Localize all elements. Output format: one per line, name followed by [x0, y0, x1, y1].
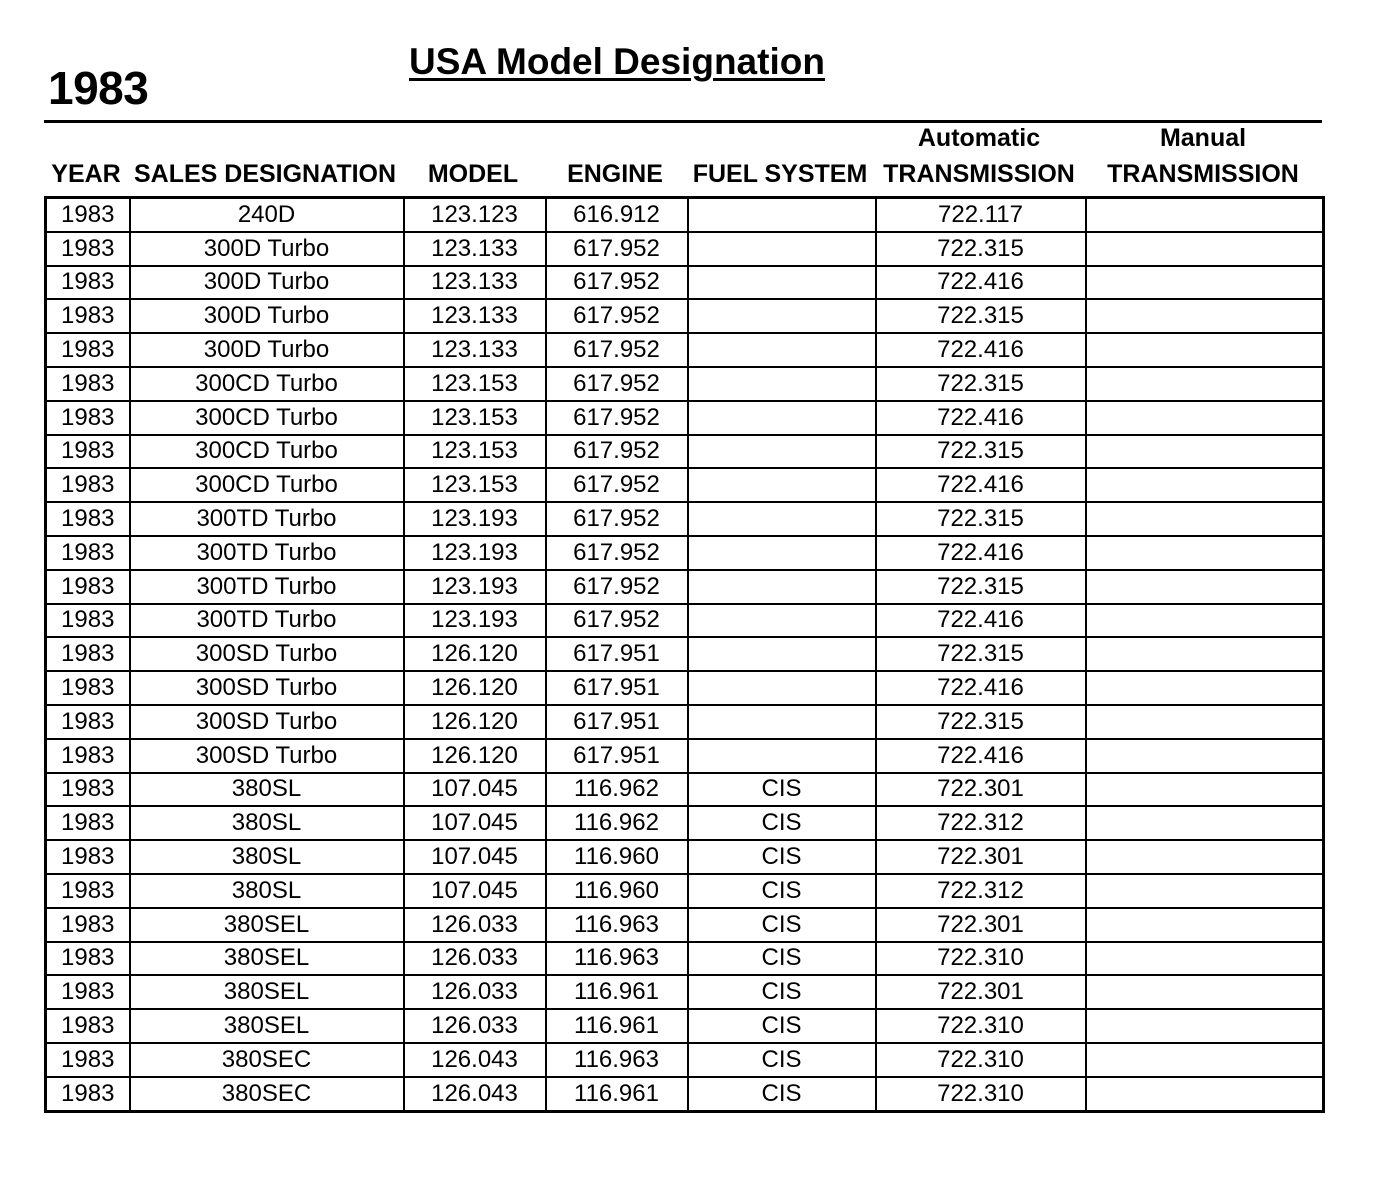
fuel-system-cell [688, 705, 876, 739]
automatic-transmission-cell: 722.315 [876, 570, 1086, 604]
table-row [46, 705, 1324, 739]
engine-cell: 617.952 [546, 435, 688, 469]
model-cell: 123.123 [404, 198, 546, 232]
fuel-system-cell [688, 435, 876, 469]
year-cell: 1983 [46, 739, 130, 773]
model-cell: 123.193 [404, 536, 546, 570]
engine-cell: 116.960 [546, 840, 688, 874]
sales-designation-cell: 300D Turbo [130, 333, 404, 367]
page-title: USA Model Designation [409, 41, 825, 82]
manual-transmission-cell [1086, 739, 1324, 773]
table-row [46, 367, 1324, 401]
model-cell: 126.043 [404, 1043, 546, 1077]
manual-transmission-cell [1086, 874, 1324, 908]
table-row [46, 1009, 1324, 1043]
model-cell: 126.120 [404, 705, 546, 739]
header-manual-transmission-label: TRANSMISSION [1107, 160, 1299, 188]
engine-cell: 617.952 [546, 401, 688, 435]
model-cell: 107.045 [404, 874, 546, 908]
model-cell: 123.193 [404, 502, 546, 536]
engine-cell: 116.962 [546, 806, 688, 840]
table-row [46, 401, 1324, 435]
manual-transmission-cell [1086, 232, 1324, 266]
sales-designation-cell: 380SL [130, 874, 404, 908]
sales-designation-cell: 300SD Turbo [130, 739, 404, 773]
fuel-system-cell: CIS [688, 942, 876, 976]
automatic-transmission-cell: 722.315 [876, 232, 1086, 266]
sales-designation-cell: 380SEC [130, 1043, 404, 1077]
header-manual-transmission [1084, 120, 1322, 192]
automatic-transmission-cell: 722.416 [876, 468, 1086, 502]
manual-transmission-cell [1086, 536, 1324, 570]
automatic-transmission-cell: 722.416 [876, 401, 1086, 435]
sales-designation-cell: 380SEL [130, 975, 404, 1009]
model-cell: 123.153 [404, 468, 546, 502]
sales-designation-cell: 300CD Turbo [130, 401, 404, 435]
engine-cell: 616.912 [546, 198, 688, 232]
fuel-system-cell [688, 637, 876, 671]
model-cell: 126.043 [404, 1077, 546, 1111]
year-cell: 1983 [46, 266, 130, 300]
engine-cell: 116.961 [546, 1009, 688, 1043]
sales-designation-cell: 240D [130, 198, 404, 232]
sales-designation-cell: 300CD Turbo [130, 435, 404, 469]
engine-cell: 617.952 [546, 232, 688, 266]
year-cell: 1983 [46, 1043, 130, 1077]
table-row [46, 198, 1324, 232]
sales-designation-cell: 300CD Turbo [130, 367, 404, 401]
model-cell: 107.045 [404, 840, 546, 874]
manual-transmission-cell [1086, 333, 1324, 367]
fuel-system-cell [688, 232, 876, 266]
fuel-system-cell: CIS [688, 908, 876, 942]
manual-transmission-cell [1086, 468, 1324, 502]
sales-designation-cell: 300SD Turbo [130, 637, 404, 671]
fuel-system-cell [688, 401, 876, 435]
year-cell: 1983 [46, 299, 130, 333]
engine-cell: 116.962 [546, 773, 688, 807]
automatic-transmission-cell: 722.301 [876, 908, 1086, 942]
table-row [46, 266, 1324, 300]
engine-cell: 617.952 [546, 266, 688, 300]
header-fuel-system: FUEL SYSTEM [692, 160, 868, 188]
year-cell: 1983 [46, 874, 130, 908]
engine-cell: 617.952 [546, 468, 688, 502]
header-automatic-transmission-label: TRANSMISSION [883, 160, 1075, 188]
year-cell: 1983 [46, 705, 130, 739]
year-cell: 1983 [46, 570, 130, 604]
automatic-transmission-cell: 722.312 [876, 806, 1086, 840]
automatic-transmission-cell: 722.315 [876, 299, 1086, 333]
fuel-system-cell [688, 266, 876, 300]
year-cell: 1983 [46, 536, 130, 570]
engine-cell: 617.951 [546, 705, 688, 739]
automatic-transmission-cell: 722.416 [876, 536, 1086, 570]
engine-cell: 617.952 [546, 570, 688, 604]
model-cell: 123.193 [404, 604, 546, 638]
table-row [46, 536, 1324, 570]
model-cell: 123.133 [404, 299, 546, 333]
manual-transmission-cell [1086, 604, 1324, 638]
table-row [46, 874, 1324, 908]
year-cell: 1983 [46, 401, 130, 435]
fuel-system-cell [688, 739, 876, 773]
fuel-system-cell [688, 333, 876, 367]
fuel-system-cell: CIS [688, 1009, 876, 1043]
year-cell: 1983 [46, 1077, 130, 1111]
automatic-transmission-cell: 722.416 [876, 604, 1086, 638]
year-cell: 1983 [46, 435, 130, 469]
engine-cell: 617.952 [546, 333, 688, 367]
sales-designation-cell: 300D Turbo [130, 266, 404, 300]
manual-transmission-cell [1086, 502, 1324, 536]
sales-designation-cell: 380SEL [130, 1009, 404, 1043]
year-cell: 1983 [46, 908, 130, 942]
table-row [46, 942, 1324, 976]
sales-designation-cell: 380SEL [130, 908, 404, 942]
header-manual-label: Manual [1159, 124, 1247, 152]
year-heading: 1983 [48, 62, 149, 114]
sales-designation-cell: 300TD Turbo [130, 604, 404, 638]
sales-designation-cell: 380SL [130, 840, 404, 874]
automatic-transmission-cell: 722.301 [876, 975, 1086, 1009]
year-cell: 1983 [46, 637, 130, 671]
year-cell: 1983 [46, 502, 130, 536]
sales-designation-cell: 380SL [130, 806, 404, 840]
sales-designation-cell: 300CD Turbo [130, 468, 404, 502]
header-model: MODEL [427, 160, 519, 188]
fuel-system-cell: CIS [688, 1043, 876, 1077]
automatic-transmission-cell: 722.310 [876, 1009, 1086, 1043]
manual-transmission-cell [1086, 266, 1324, 300]
manual-transmission-cell [1086, 908, 1324, 942]
manual-transmission-cell [1086, 705, 1324, 739]
year-cell: 1983 [46, 367, 130, 401]
automatic-transmission-cell: 722.301 [876, 840, 1086, 874]
manual-transmission-cell [1086, 570, 1324, 604]
table-row [46, 502, 1324, 536]
table-row [46, 232, 1324, 266]
table-row [46, 435, 1324, 469]
manual-transmission-cell [1086, 942, 1324, 976]
engine-cell: 617.952 [546, 536, 688, 570]
sales-designation-cell: 380SL [130, 773, 404, 807]
model-cell: 126.033 [404, 942, 546, 976]
manual-transmission-cell [1086, 806, 1324, 840]
year-cell: 1983 [46, 671, 130, 705]
automatic-transmission-cell: 722.315 [876, 502, 1086, 536]
header-automatic-transmission [874, 120, 1084, 192]
engine-cell: 617.952 [546, 502, 688, 536]
year-cell: 1983 [46, 198, 130, 232]
model-cell: 123.193 [404, 570, 546, 604]
model-cell: 123.133 [404, 232, 546, 266]
engine-cell: 617.951 [546, 739, 688, 773]
year-cell: 1983 [46, 806, 130, 840]
automatic-transmission-cell: 722.416 [876, 333, 1086, 367]
engine-cell: 116.963 [546, 942, 688, 976]
engine-cell: 617.951 [546, 637, 688, 671]
table-row [46, 468, 1324, 502]
manual-transmission-cell [1086, 1077, 1324, 1111]
fuel-system-cell [688, 604, 876, 638]
fuel-system-cell: CIS [688, 806, 876, 840]
fuel-system-cell: CIS [688, 874, 876, 908]
automatic-transmission-cell: 722.301 [876, 773, 1086, 807]
fuel-system-cell: CIS [688, 975, 876, 1009]
manual-transmission-cell [1086, 299, 1324, 333]
manual-transmission-cell [1086, 773, 1324, 807]
automatic-transmission-cell: 722.315 [876, 367, 1086, 401]
engine-cell: 617.952 [546, 604, 688, 638]
table-row [46, 806, 1324, 840]
fuel-system-cell: CIS [688, 1077, 876, 1111]
automatic-transmission-cell: 722.310 [876, 942, 1086, 976]
table-row [46, 975, 1324, 1009]
manual-transmission-cell [1086, 401, 1324, 435]
manual-transmission-cell [1086, 1043, 1324, 1077]
year-cell: 1983 [46, 1009, 130, 1043]
header-sales-designation: SALES DESIGNATION [133, 160, 397, 188]
model-cell: 126.033 [404, 1009, 546, 1043]
model-cell: 123.153 [404, 435, 546, 469]
engine-cell: 116.961 [546, 975, 688, 1009]
table-row [46, 840, 1324, 874]
fuel-system-cell: CIS [688, 840, 876, 874]
table-row [46, 299, 1324, 333]
model-cell: 126.120 [404, 671, 546, 705]
table-row [46, 739, 1324, 773]
engine-cell: 116.963 [546, 1043, 688, 1077]
table-header [44, 124, 1322, 194]
engine-cell: 116.961 [546, 1077, 688, 1111]
sales-designation-cell: 300TD Turbo [130, 536, 404, 570]
fuel-system-cell [688, 570, 876, 604]
table-row [46, 908, 1324, 942]
year-cell: 1983 [46, 604, 130, 638]
engine-cell: 116.963 [546, 908, 688, 942]
sales-designation-cell: 300D Turbo [130, 299, 404, 333]
table-row [46, 333, 1324, 367]
automatic-transmission-cell: 722.315 [876, 637, 1086, 671]
fuel-system-cell [688, 671, 876, 705]
year-cell: 1983 [46, 975, 130, 1009]
engine-cell: 617.951 [546, 671, 688, 705]
manual-transmission-cell [1086, 367, 1324, 401]
model-cell: 123.133 [404, 266, 546, 300]
year-cell: 1983 [46, 333, 130, 367]
model-designation-table [44, 196, 1325, 1113]
manual-transmission-cell [1086, 840, 1324, 874]
table-row [46, 1077, 1324, 1111]
model-cell: 123.133 [404, 333, 546, 367]
sales-designation-cell: 380SEC [130, 1077, 404, 1111]
automatic-transmission-cell: 722.416 [876, 266, 1086, 300]
sales-designation-cell: 300TD Turbo [130, 570, 404, 604]
sales-designation-cell: 380SEL [130, 942, 404, 976]
year-cell: 1983 [46, 232, 130, 266]
fuel-system-cell [688, 367, 876, 401]
fuel-system-cell: CIS [688, 773, 876, 807]
table-row [46, 671, 1324, 705]
manual-transmission-cell [1086, 637, 1324, 671]
manual-transmission-cell [1086, 198, 1324, 232]
model-cell: 123.153 [404, 367, 546, 401]
model-cell: 107.045 [404, 806, 546, 840]
manual-transmission-cell [1086, 671, 1324, 705]
automatic-transmission-cell: 722.310 [876, 1077, 1086, 1111]
automatic-transmission-cell: 722.416 [876, 671, 1086, 705]
automatic-transmission-cell: 722.310 [876, 1043, 1086, 1077]
year-cell: 1983 [46, 773, 130, 807]
fuel-system-cell [688, 468, 876, 502]
fuel-system-cell [688, 198, 876, 232]
table-row [46, 604, 1324, 638]
fuel-system-cell [688, 536, 876, 570]
automatic-transmission-cell: 722.315 [876, 435, 1086, 469]
manual-transmission-cell [1086, 975, 1324, 1009]
header-automatic-label: Automatic [917, 124, 1041, 152]
table-row [46, 637, 1324, 671]
year-cell: 1983 [46, 468, 130, 502]
engine-cell: 617.952 [546, 367, 688, 401]
header-year: YEAR [51, 160, 121, 188]
sales-designation-cell: 300SD Turbo [130, 705, 404, 739]
header-engine: ENGINE [567, 160, 663, 188]
model-cell: 123.153 [404, 401, 546, 435]
automatic-transmission-cell: 722.315 [876, 705, 1086, 739]
engine-cell: 617.952 [546, 299, 688, 333]
fuel-system-cell [688, 502, 876, 536]
year-cell: 1983 [46, 840, 130, 874]
sales-designation-cell: 300SD Turbo [130, 671, 404, 705]
table-body [46, 198, 1324, 1112]
sales-designation-cell: 300D Turbo [130, 232, 404, 266]
table-row [46, 1043, 1324, 1077]
table-row [46, 773, 1324, 807]
automatic-transmission-cell: 722.312 [876, 874, 1086, 908]
manual-transmission-cell [1086, 1009, 1324, 1043]
manual-transmission-cell [1086, 435, 1324, 469]
automatic-transmission-cell: 722.117 [876, 198, 1086, 232]
model-cell: 126.120 [404, 637, 546, 671]
fuel-system-cell [688, 299, 876, 333]
model-cell: 126.033 [404, 908, 546, 942]
sales-designation-cell: 300TD Turbo [130, 502, 404, 536]
table-row [46, 570, 1324, 604]
model-cell: 126.033 [404, 975, 546, 1009]
engine-cell: 116.960 [546, 874, 688, 908]
model-cell: 126.120 [404, 739, 546, 773]
model-cell: 107.045 [404, 773, 546, 807]
year-cell: 1983 [46, 942, 130, 976]
automatic-transmission-cell: 722.416 [876, 739, 1086, 773]
